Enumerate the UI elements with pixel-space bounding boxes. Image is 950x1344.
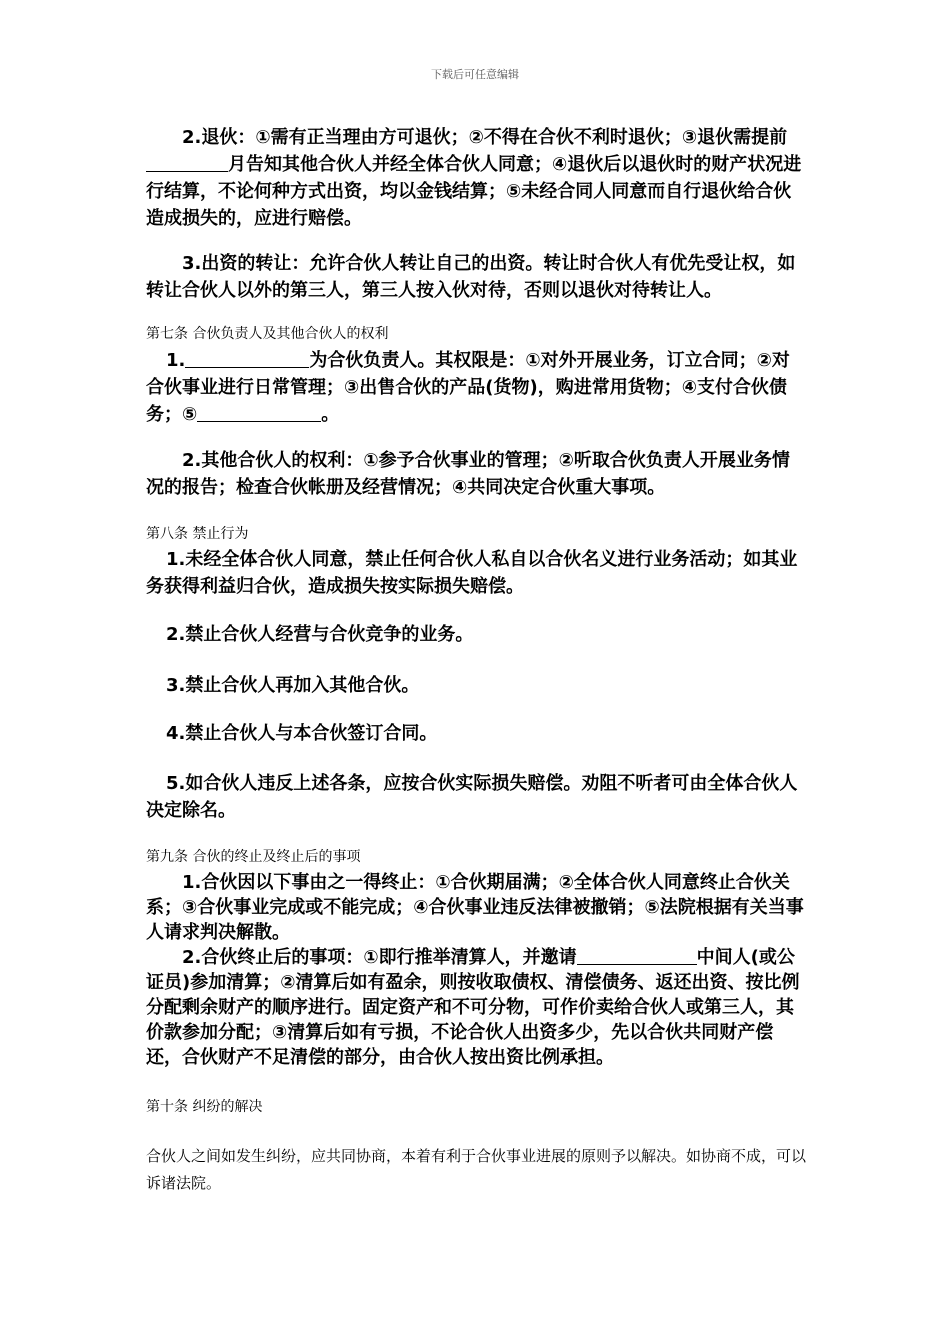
post-termination-clause: 2.合伙终止后的事项：①即行推举清算人，并邀请 中间人(或公证员)参加清算；②清算后如有盈余，则按收取债权、清偿债务、返还出资、按比例分配剩余财产的顺序进行。固定资产和不可分物，可作价卖给合伙人或第三人，其价款参加分配；③清算后如有亏损，不论合伙人出资多少，先以合伙共同财产偿还，合伙财产不足清偿的部分，由合伙人按出资比例承担。 [146, 947, 800, 1068]
prohibition-item-3: 3.禁止合伙人再加入其他合伙。 [166, 675, 420, 696]
other-partners-rights-clause: 2.其他合伙人的权利：①参予合伙事业的管理；②听取合伙负责人开展业务情况的报告；检查合伙帐册及经营情况；④共同决定合伙重大事项。 [146, 450, 790, 498]
fill-blank-manager-name[interactable] [185, 349, 309, 368]
dispute-resolution-text: 合伙人之间如发生纠纷，应共同协商，本着有利于合伙事业进展的原则予以解决。如协商不成，可以诉诸法院。 [146, 1147, 807, 1192]
termination-causes-clause: 1.合伙因以下事由之一得终止：①合伙期届满；②全体合伙人同意终止合伙关系；③合伙事业完成或不能完成；④合伙事业违反法律被撤销；⑤法院根据有关当事人请求判决解散。 [146, 872, 804, 943]
prohibition-item-5: 5.如合伙人违反上述各条，应按合伙实际损失赔偿。劝阻不听者可由全体合伙人决定除名。 [146, 773, 798, 821]
article-9-heading: 第九条 合伙的终止及终止后的事项 [146, 849, 361, 865]
article-8-heading: 第八条 禁止行为 [146, 526, 249, 542]
fill-blank-other-powers[interactable] [197, 403, 321, 422]
fill-blank-intermediary[interactable] [577, 946, 697, 965]
withdrawal-clause: 2.退伙：①需有正当理由方可退伙；②不得在合伙不利时退伙；③退伙需提前月告知其他合伙人并经全体合伙人同意；④退伙后以退伙时的财产状况进行结算，不论何种方式出资，均以金钱结算；⑤未经合同人同意而自行退伙给合伙造成损失的，应进行赔偿。 [146, 127, 802, 229]
prohibition-item-4: 4.禁止合伙人与本合伙签订合同。 [166, 723, 438, 744]
prohibition-item-1: 1.未经全体合伙人同意，禁止任何合伙人私自以合伙名义进行业务活动；如其业务获得利益归合伙，造成损失按实际损失赔偿。 [146, 549, 798, 597]
page-header-note: 下载后可任意编辑 [431, 68, 519, 81]
prohibition-item-2: 2.禁止合伙人经营与合伙竞争的业务。 [166, 624, 474, 645]
fill-blank-months[interactable] [146, 153, 228, 172]
manager-clause: 1. 为合伙负责人。其权限是：①对外开展业务，订立合同；②对合伙事业进行日常管理；③出售合伙的产品(货物)，购进常用货物；④支付合伙债务；⑤ 。 [146, 350, 790, 425]
article-10-heading: 第十条 纠纷的解决 [146, 1099, 263, 1115]
capital-transfer-clause: 3.出资的转让：允许合伙人转让自己的出资。转让时合伙人有优先受让权，如转让合伙人以外的第三人，第三人按入伙对待，否则以退伙对待转让人。 [146, 253, 796, 301]
article-7-heading: 第七条 合伙负责人及其他合伙人的权利 [146, 326, 389, 342]
